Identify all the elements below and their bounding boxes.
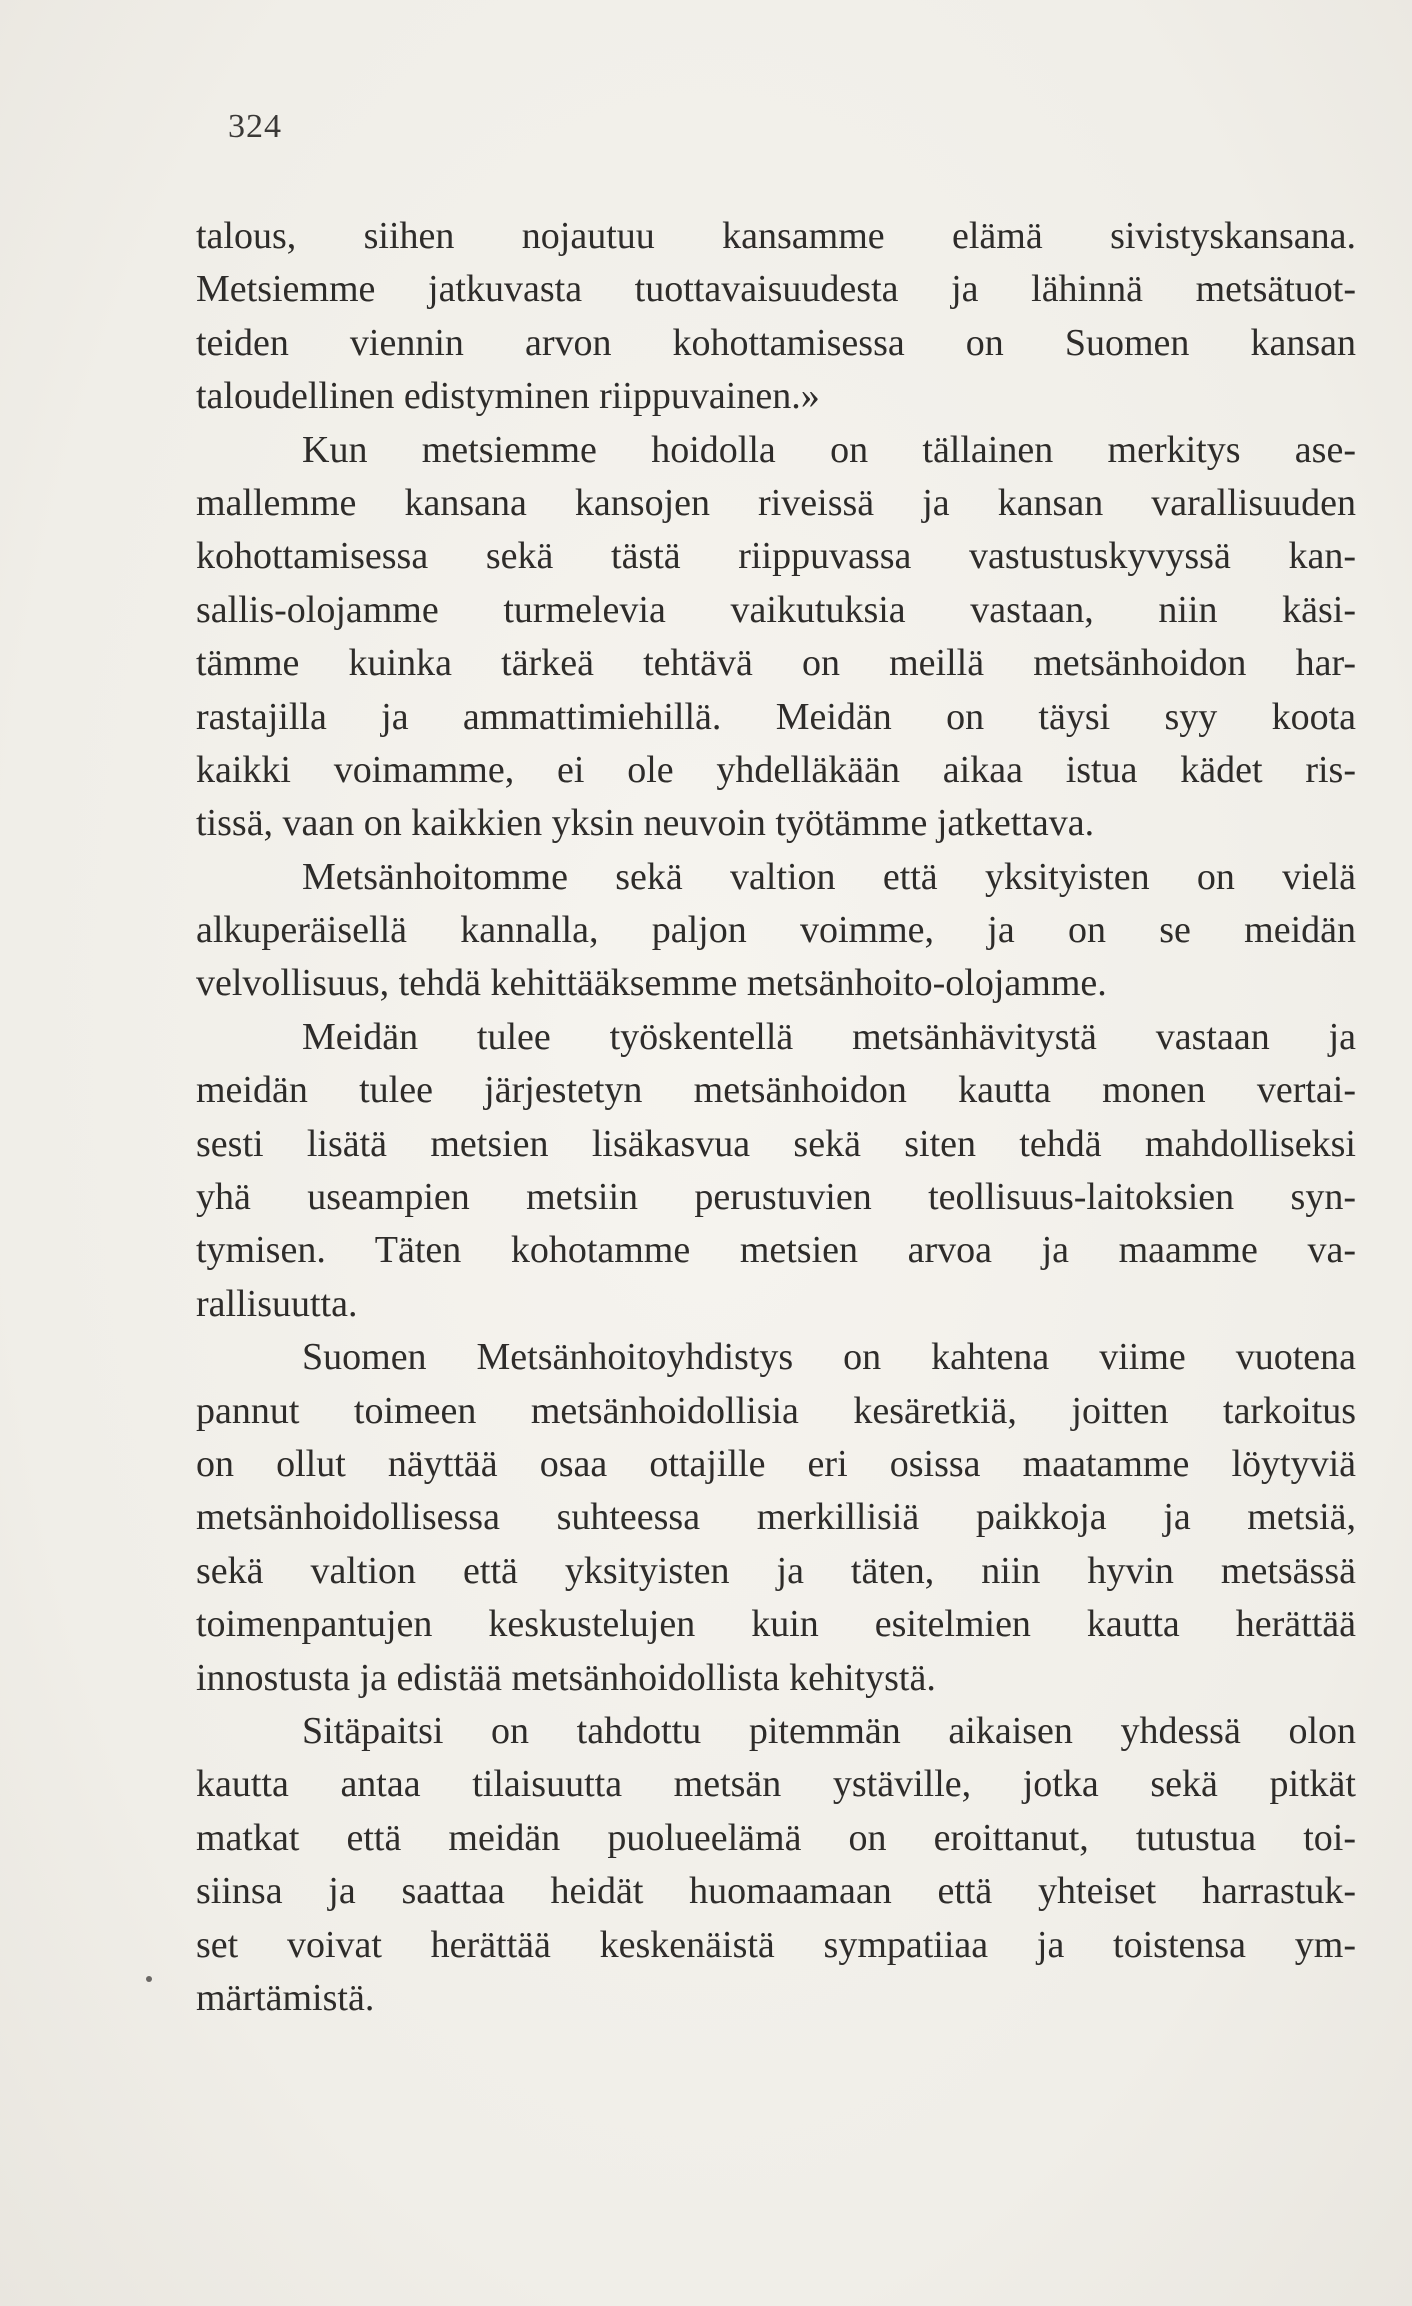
text-line: märtämistä.	[196, 1976, 375, 2019]
text-line: Kun metsiemme hoidolla on tällainen merkitys ase-	[302, 428, 1356, 471]
text-line: matkat että meidän puolueelämä on eroittanut, tutustua toi-	[196, 1816, 1356, 1859]
text-line: alkuperäisellä kannalla, paljon voimme, ja on se meidän	[196, 909, 1356, 952]
text-line: sekä valtion että yksityisten ja täten, niin hyvin metsässä	[196, 1549, 1356, 1592]
text-line: sallis-olojamme turmelevia vaikutuksia vastaan, niin käsi-	[196, 588, 1356, 631]
text-line: metsänhoidollisessa suhteessa merkillisiä paikkoja ja metsiä,	[196, 1496, 1356, 1539]
text-line: tymisen. Täten kohotamme metsien arvoa ja maamme va-	[196, 1229, 1356, 1272]
text-line: Suomen Metsänhoitoyhdistys on kahtena viime vuotena	[302, 1336, 1356, 1379]
body-text	[196, 210, 1356, 2025]
text-line: kaikki voimamme, ei ole yhdelläkään aikaa istua kädet ris-	[196, 748, 1356, 791]
text-line: toimenpantujen keskustelujen kuin esitelmien kautta herättää	[196, 1603, 1356, 1646]
page-number: 324	[228, 108, 282, 145]
text-line: kohottamisessa sekä tästä riippuvassa vastustuskyvyssä kan-	[196, 535, 1356, 578]
text-line: taloudellinen edistyminen riippuvainen.»	[196, 375, 820, 418]
text-line: on ollut näyttää osaa ottajille eri osissa maatamme löytyviä	[196, 1442, 1356, 1485]
text-line: Meidän tulee työskentellä metsänhävitystä vastaan ja	[302, 1015, 1356, 1058]
margin-mark	[146, 1976, 152, 1982]
text-line: tissä, vaan on kaikkien yksin neuvoin työtämme jatkettava.	[196, 802, 1095, 845]
text-line: talous, siihen nojautuu kansamme elämä sivistyskansana.	[196, 215, 1356, 257]
text-line: meidän tulee järjestetyn metsänhoidon kautta monen vertai-	[196, 1069, 1356, 1112]
text-line: innostusta ja edistää metsänhoidollista kehitystä.	[196, 1656, 936, 1699]
text-line: velvollisuus, tehdä kehittääksemme metsänhoito-olojamme.	[196, 962, 1107, 1005]
text-line: sesti lisätä metsien lisäkasvua sekä siten tehdä mahdolliseksi	[196, 1122, 1356, 1165]
text-line: siinsa ja saattaa heidät huomaamaan että yhteiset harrastuk-	[196, 1870, 1356, 1913]
text-line: tämme kuinka tärkeä tehtävä on meillä metsänhoidon har-	[196, 642, 1356, 685]
text-line: pannut toimeen metsänhoidollisia kesäretkiä, joitten tarkoitus	[196, 1389, 1356, 1432]
text-line: Metsiemme jatkuvasta tuottavaisuudesta ja lähinnä metsätuot-	[196, 268, 1356, 311]
text-line: mallemme kansana kansojen riveissä ja kansan varallisuuden	[196, 481, 1356, 524]
text-line: set voivat herättää keskenäistä sympatiiaa ja toistensa ym-	[196, 1923, 1356, 1966]
text-line: yhä useampien metsiin perustuvien teollisuus-laitoksien syn-	[196, 1176, 1356, 1219]
text-line: Sitäpaitsi on tahdottu pitemmän aikaisen yhdessä olon	[302, 1709, 1356, 1752]
text-line: kautta antaa tilaisuutta metsän ystäville, jotka sekä pitkät	[196, 1763, 1356, 1806]
text-line: rastajilla ja ammattimiehillä. Meidän on täysi syy koota	[196, 695, 1356, 738]
text-line: rallisuutta.	[196, 1282, 358, 1325]
text-line: teiden viennin arvon kohottamisessa on Suomen kansan	[196, 321, 1356, 364]
text-line: Metsänhoitomme sekä valtion että yksityisten on vielä	[302, 855, 1356, 898]
